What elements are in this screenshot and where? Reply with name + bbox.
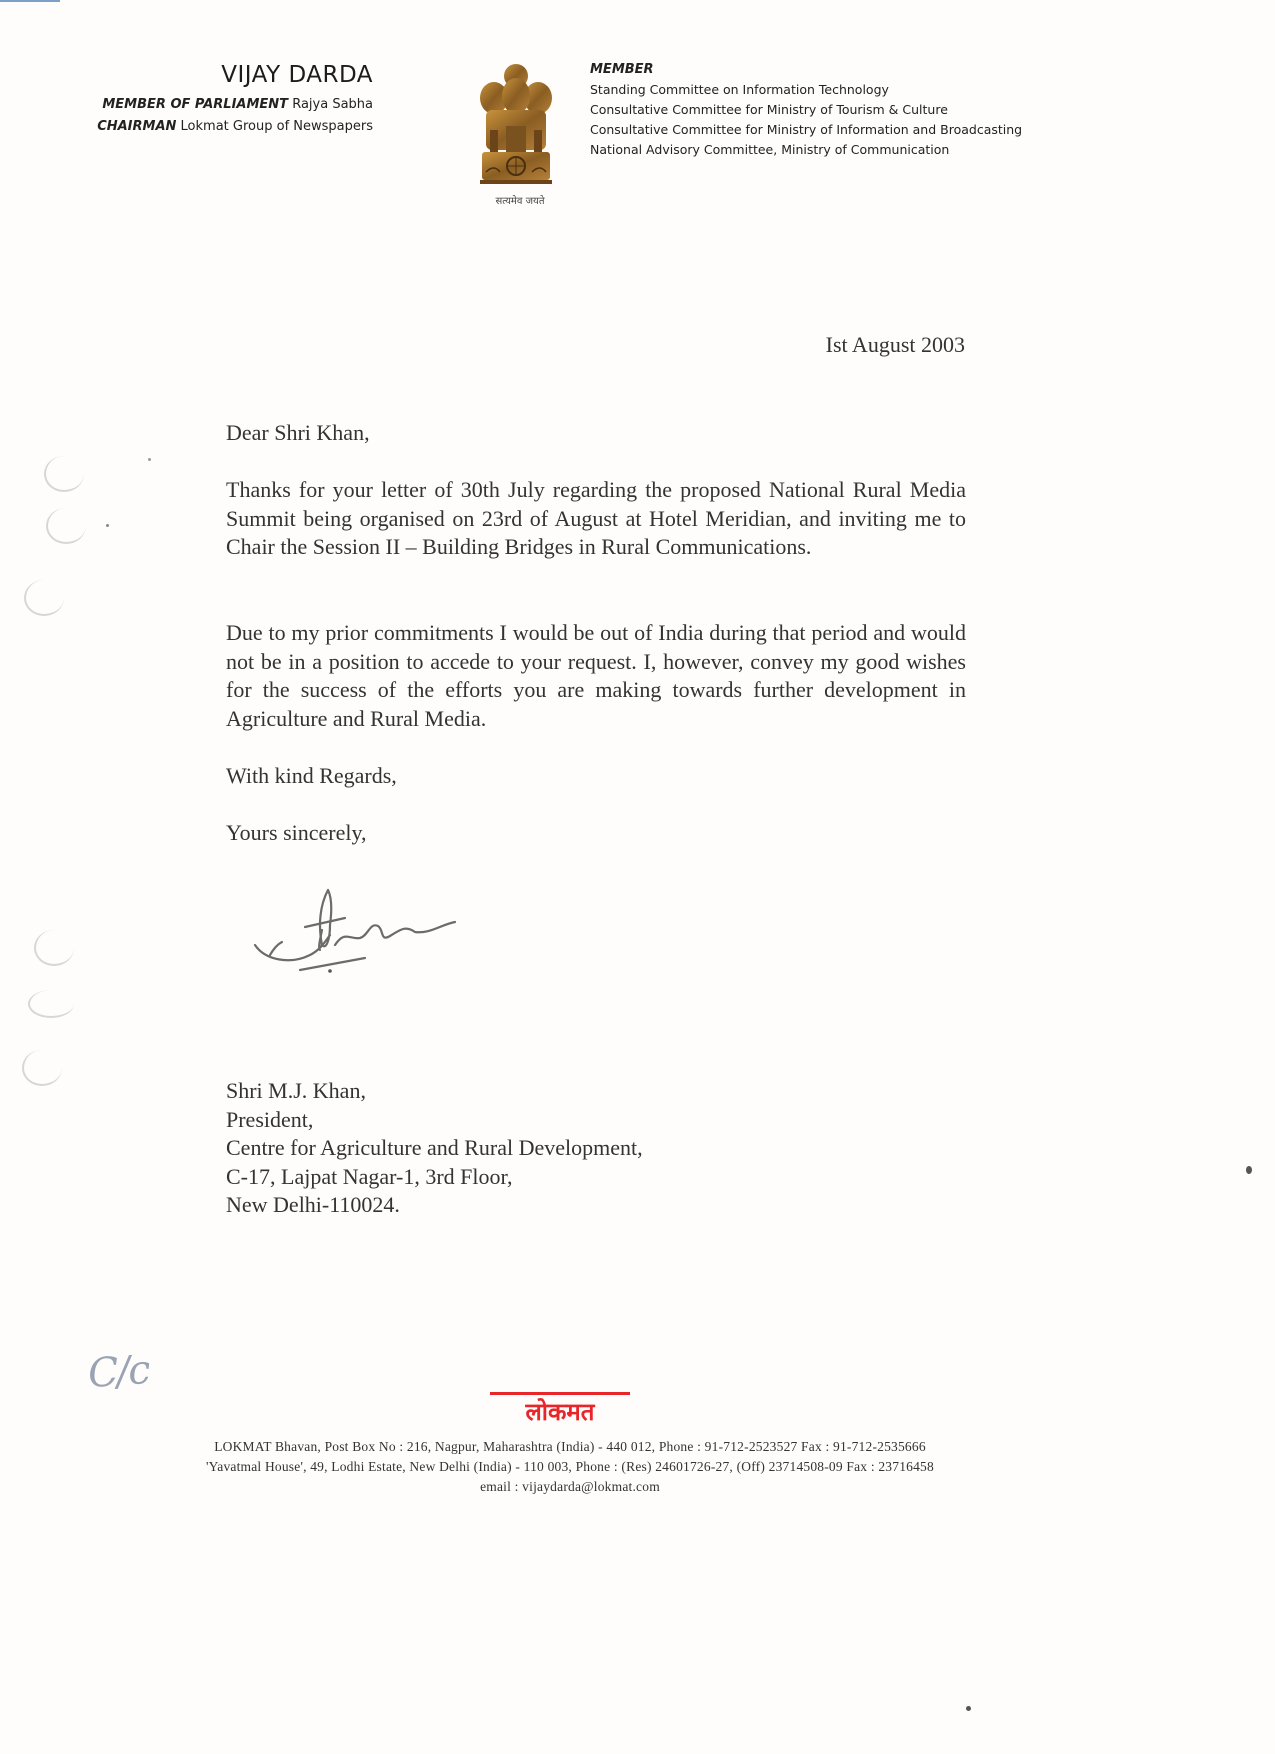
- scan-speck: [148, 458, 151, 461]
- letter-date: Ist August 2003: [825, 332, 965, 357]
- address-line: President,: [226, 1106, 314, 1132]
- national-emblem-icon: [476, 60, 556, 210]
- punch-hole: [34, 930, 74, 966]
- punch-hole: [22, 1050, 62, 1086]
- sender-name: VIJAY DARDA: [221, 62, 373, 88]
- scan-speck: [1246, 1166, 1252, 1174]
- committee-item: Consultative Committee for Ministry of Information and Broadcasting: [590, 122, 1023, 137]
- footer-email: email : vijaydarda@lokmat.com: [480, 1479, 660, 1494]
- signature-image: [250, 870, 470, 980]
- emblem-motto: सत्यमेव जयते: [495, 196, 545, 207]
- sender-role: MEMBER OF PARLIAMENT: [102, 97, 289, 112]
- closing-sincerely: Yours sincerely,: [226, 820, 367, 845]
- sender-role: CHAIRMAN: [97, 119, 177, 134]
- sender-title-parliament: [97, 94, 373, 116]
- sender-title-chairman: [97, 116, 373, 138]
- punch-hole: [44, 456, 84, 492]
- handwritten-note: C/c: [86, 1346, 151, 1398]
- address-line: Centre for Agriculture and Rural Development,: [226, 1135, 643, 1160]
- member-heading: MEMBER: [590, 62, 654, 77]
- committee-item: Standing Committee on Information Technology: [590, 82, 889, 97]
- lokmat-logo: लोकमत: [490, 1392, 630, 1429]
- recipient-address: [226, 1077, 643, 1220]
- sender-role-detail: Lokmat Group of Newspapers: [180, 119, 373, 134]
- footer-line-delhi: 'Yavatmal House', 49, Lodhi Estate, New Delhi (India) - 110 003, Phone : (Res) 24601726-27, (Off) 23714508-09 Fax : 23716458: [206, 1459, 934, 1474]
- punch-hole: [28, 990, 74, 1018]
- footer-line-nagpur: LOKMAT Bhavan, Post Box No : 216, Nagpur, Maharashtra (India) - 440 012, Phone : 91-712-2523527 Fax : 91-712-2535666: [214, 1439, 926, 1454]
- body-paragraph: Thanks for your letter of 30th July regarding the proposed National Rural Media Summit being organised on 23rd of August at Hotel Meridian, and inviting me to Chair the Session II – Building Bridges in Rural Communications.: [226, 477, 966, 559]
- punch-hole: [46, 508, 86, 544]
- committee-item: National Advisory Committee, Ministry of Communication: [590, 142, 950, 157]
- closing-regards: With kind Regards,: [226, 763, 397, 788]
- salutation: Dear Shri Khan,: [226, 420, 370, 445]
- committee-item: Consultative Committee for Ministry of Tourism & Culture: [590, 102, 948, 117]
- address-line: New Delhi-110024.: [226, 1192, 400, 1217]
- body-paragraph: Due to my prior commitments I would be out of India during that period and would not be in a position to accede to your request. I, however, convey my good wishes for the success of the efforts you are making towards further development in Agriculture and Rural Media.: [226, 620, 966, 731]
- letterhead-sender: [97, 62, 373, 138]
- scan-speck: [966, 1706, 971, 1711]
- sender-role-detail: Rajya Sabha: [292, 97, 373, 112]
- address-line: C-17, Lajpat Nagar-1, 3rd Floor,: [226, 1163, 513, 1189]
- scan-speck: [106, 524, 109, 527]
- letterhead-memberships: [590, 62, 1022, 160]
- scan-edge-mark: [0, 0, 60, 2]
- punch-hole: [24, 580, 64, 616]
- address-line: Shri M.J. Khan,: [226, 1078, 366, 1103]
- footer-contact: [0, 1437, 1140, 1497]
